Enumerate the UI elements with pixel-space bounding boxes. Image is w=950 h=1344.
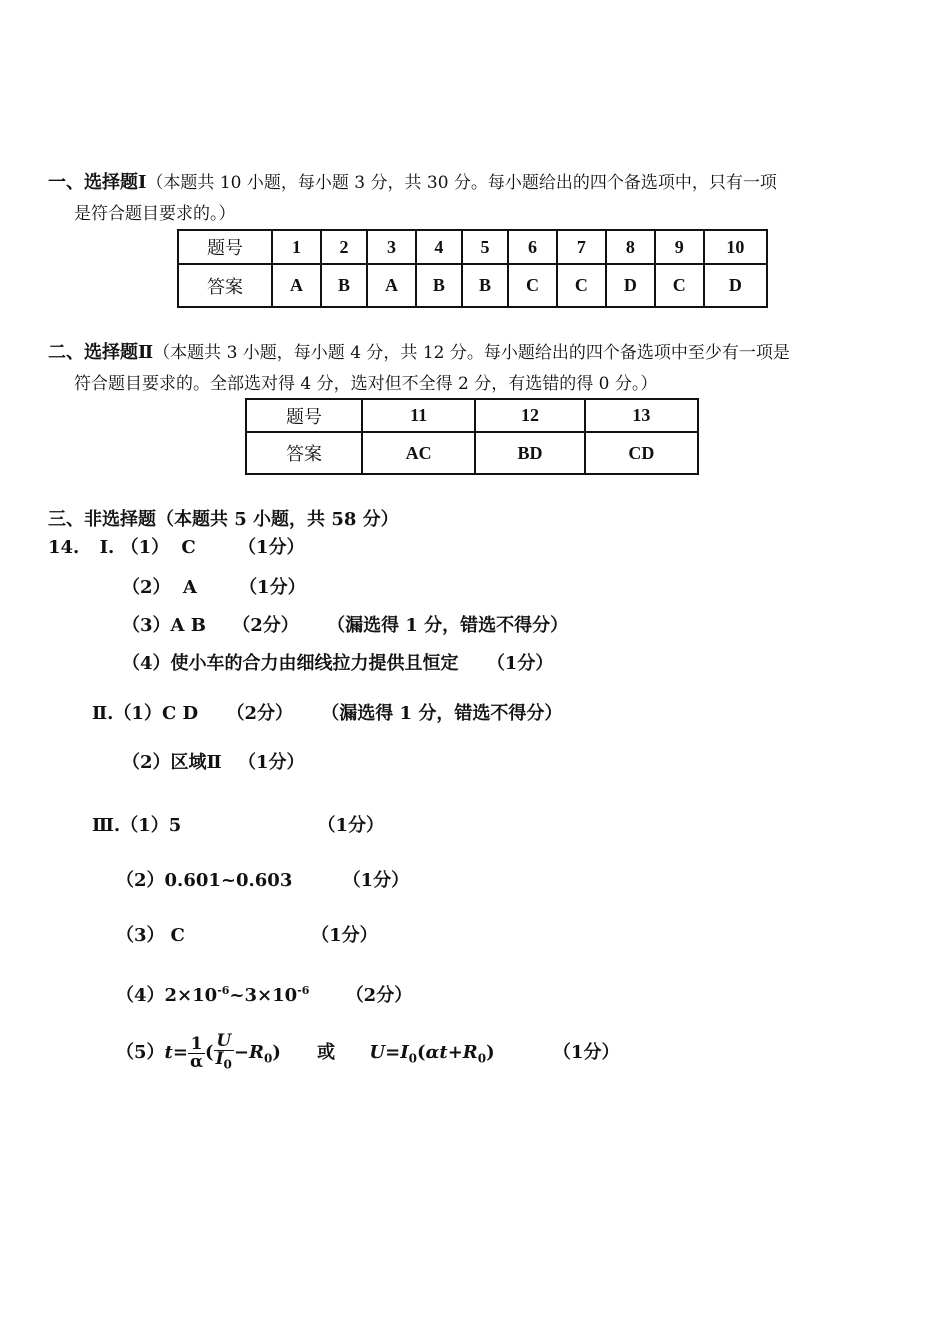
q14-part1-line1 xyxy=(48,537,305,559)
item-number: （1） xyxy=(120,815,169,836)
or-text: 或 xyxy=(317,1042,336,1063)
frac-num: 1 xyxy=(188,1036,205,1054)
eq2-i-sub: 0 xyxy=(408,1051,417,1066)
item-number: （1） xyxy=(120,537,170,558)
q14-part3-line5 xyxy=(116,1030,619,1082)
item-number: （1） xyxy=(113,703,162,724)
question-number: 13 xyxy=(585,399,698,432)
answer-cell: A xyxy=(367,264,416,307)
eq2-alpha-t: αt xyxy=(425,1042,448,1063)
answer-text: 0.601~0.603 xyxy=(164,870,293,891)
section2-heading xyxy=(48,342,790,364)
item-number: （2） xyxy=(122,577,171,598)
question-number: 6 xyxy=(508,230,557,264)
frac-den-sub: 0 xyxy=(223,1057,232,1072)
formula-r-sub: 0 xyxy=(263,1051,273,1066)
formula-r: R xyxy=(248,1042,264,1063)
answer-text: 区域Ⅱ xyxy=(170,752,222,773)
row-label-answer: 答案 xyxy=(178,264,272,307)
answer-text-b: 3×10 xyxy=(244,985,298,1006)
answer-cell: B xyxy=(416,264,462,307)
item-number: （3） xyxy=(116,925,165,946)
item-number: （4） xyxy=(122,653,171,674)
question-number: 1 xyxy=(272,230,321,264)
score-text: （1分） xyxy=(317,815,385,836)
score-text: （1分） xyxy=(342,870,410,891)
answer-text: A xyxy=(182,577,197,598)
answer-text: C D xyxy=(161,703,199,724)
eq2-r-sub: 0 xyxy=(477,1051,487,1066)
section1-title: 一、选择题Ⅰ xyxy=(48,172,147,193)
section3-title: 三、非选择题 xyxy=(48,509,156,530)
frac-den-i: I xyxy=(215,1048,224,1069)
section3-desc: （本题共 5 小题，共 58 分） xyxy=(156,509,399,530)
row-label-number: 题号 xyxy=(246,399,362,432)
note-text: （漏选得 1 分，错选不得分） xyxy=(321,703,563,724)
answer-cell: C xyxy=(655,264,704,307)
frac-den xyxy=(214,1048,234,1073)
part2-label: Ⅱ. xyxy=(92,703,114,724)
section1-desc-line2: 是符合题目要求的。） xyxy=(74,204,236,224)
eq2-plus: + xyxy=(447,1042,463,1063)
question-number: 9 xyxy=(655,230,704,264)
section1-answer-table xyxy=(177,229,768,308)
q14-part2-line2 xyxy=(122,752,305,774)
section2-title: 二、选择题Ⅱ xyxy=(48,342,154,363)
q14-part3-line3 xyxy=(116,925,378,947)
table-row-answers xyxy=(246,432,698,474)
score-text: （2分） xyxy=(226,703,293,724)
question-number: 11 xyxy=(362,399,475,432)
answer-text: A B xyxy=(170,615,206,636)
row-label-answer: 答案 xyxy=(246,432,362,474)
question-number: 2 xyxy=(321,230,367,264)
score-text: （2分） xyxy=(345,985,413,1006)
section2-answer-table xyxy=(245,398,699,475)
score-text: （1分） xyxy=(238,537,305,558)
question-number: 10 xyxy=(704,230,767,264)
eq2-open: ( xyxy=(416,1042,426,1063)
question-number: 5 xyxy=(462,230,508,264)
frac-den: α xyxy=(189,1051,204,1072)
item-number: （4） xyxy=(116,985,165,1006)
score-text: （1分） xyxy=(552,1042,620,1063)
section1-heading xyxy=(48,172,777,194)
score-text: （1分） xyxy=(237,752,305,773)
q14-part2-line1 xyxy=(92,703,562,725)
note-text: （漏选得 1 分，错选不得分） xyxy=(327,615,569,636)
answer-cell: C xyxy=(508,264,557,307)
question-number: 12 xyxy=(475,399,585,432)
section2-desc-line2: 符合题目要求的。全部选对得 4 分，选对但不全得 2 分，有选错的得 0 分。） xyxy=(74,374,658,394)
answer-text-a: 2×10 xyxy=(164,985,218,1006)
q14-part1-line4 xyxy=(122,653,553,675)
score-text: （2分） xyxy=(232,615,299,636)
score-text: （1分） xyxy=(311,925,378,946)
answer-cell: B xyxy=(462,264,508,307)
question-number: 7 xyxy=(557,230,606,264)
answer-text: 5 xyxy=(168,815,182,836)
fraction-one-over-alpha xyxy=(188,1033,205,1072)
item-number: （5） xyxy=(116,1042,165,1063)
formula-t: t xyxy=(164,1042,173,1063)
score-text: （1分） xyxy=(486,653,554,674)
answer-cell: CD xyxy=(585,432,698,474)
question-number: 8 xyxy=(606,230,655,264)
q14-label: 14. xyxy=(48,537,80,558)
part3-label: Ⅲ. xyxy=(92,815,121,836)
row-label-number: 题号 xyxy=(178,230,272,264)
section3-heading xyxy=(48,509,399,531)
exponent-b: -6 xyxy=(297,984,310,997)
tilde: ~ xyxy=(229,985,245,1006)
table-row-answers xyxy=(178,264,767,307)
fraction-u-over-i0 xyxy=(214,1030,234,1073)
formula-2 xyxy=(369,1042,495,1066)
eq2-close: ) xyxy=(486,1042,495,1063)
answer-cell: D xyxy=(606,264,655,307)
answer-cell: AC xyxy=(362,432,475,474)
q14-part3-line4 xyxy=(116,980,412,1007)
formula-rparen: ) xyxy=(272,1042,281,1063)
item-number: （2） xyxy=(122,752,171,773)
eq2-u: U xyxy=(369,1042,386,1063)
answer-text: C xyxy=(181,537,196,558)
part1-label: Ⅰ. xyxy=(99,537,115,558)
answer-text: C xyxy=(170,925,185,946)
question-number: 4 xyxy=(416,230,462,264)
score-text: （1分） xyxy=(239,577,306,598)
table-row-numbers xyxy=(178,230,767,264)
formula-eq: = xyxy=(172,1042,188,1063)
q14-part3-line2 xyxy=(116,870,409,892)
exponent-a: -6 xyxy=(217,984,230,997)
eq2-eq: = xyxy=(385,1042,401,1063)
table-row-numbers xyxy=(246,399,698,432)
eq2-i: I xyxy=(400,1042,409,1063)
section1-desc-line1: （本题共 10 小题，每小题 3 分，共 30 分。每小题给出的四个备选项中，只有一项 xyxy=(146,173,777,193)
answer-cell: B xyxy=(321,264,367,307)
formula-lparen: ( xyxy=(205,1042,214,1063)
q14-part1-line3 xyxy=(122,615,568,637)
q14-part3-line1 xyxy=(92,815,384,837)
q14-part1-line2 xyxy=(122,577,306,599)
answer-cell: A xyxy=(272,264,321,307)
item-number: （2） xyxy=(116,870,165,891)
question-number: 3 xyxy=(367,230,416,264)
formula-minus: − xyxy=(233,1042,249,1063)
answer-cell: C xyxy=(557,264,606,307)
frac-num: U xyxy=(214,1033,234,1051)
eq2-r: R xyxy=(462,1042,478,1063)
answer-text: 使小车的合力由细线拉力提供且恒定 xyxy=(170,653,459,674)
section2-desc-line1: （本题共 3 小题，每小题 4 分，共 12 分。每小题给出的四个备选项中至少有一项是 xyxy=(153,343,790,363)
item-number: （3） xyxy=(122,615,171,636)
answer-cell: D xyxy=(704,264,767,307)
answer-cell: BD xyxy=(475,432,585,474)
